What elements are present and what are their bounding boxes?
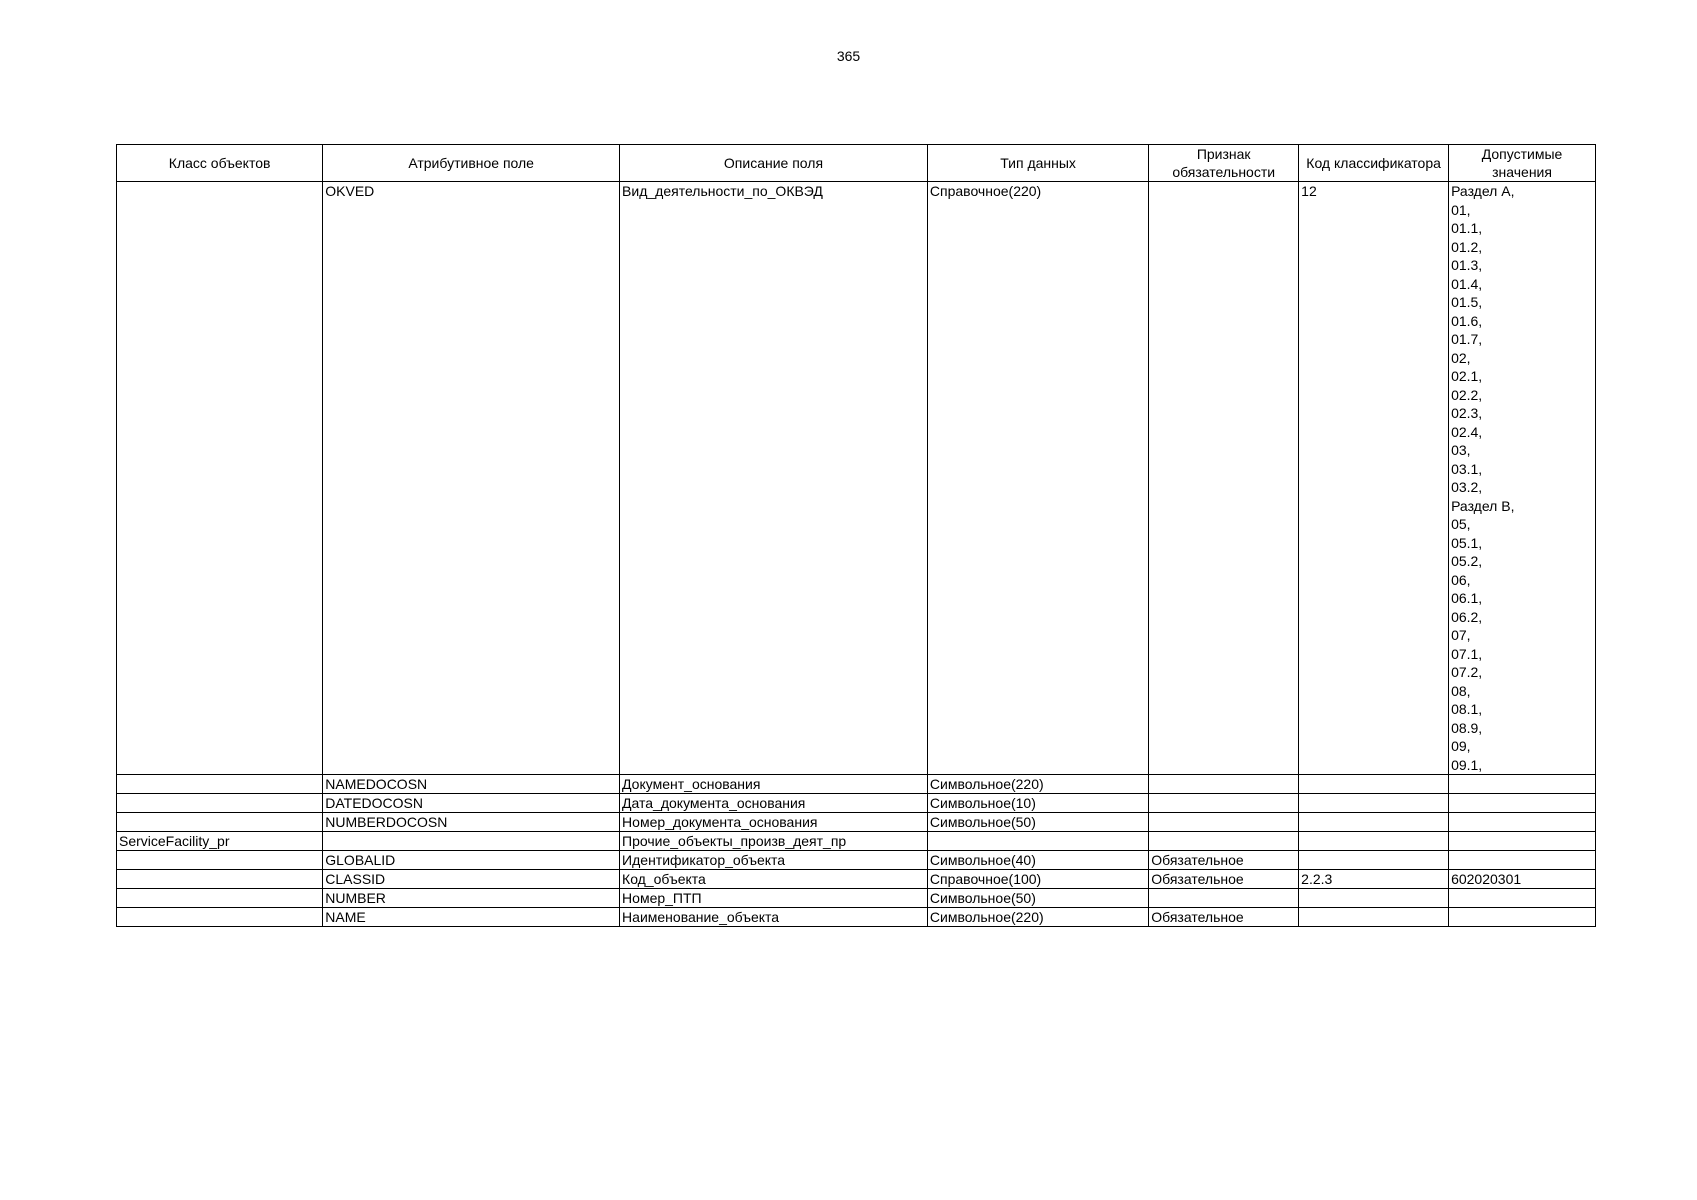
value-item: Раздел А, — [1451, 183, 1515, 199]
header-datatype: Тип данных — [927, 145, 1148, 182]
cell-class — [117, 889, 323, 908]
cell-attribute: OKVED — [323, 182, 620, 775]
cell-attribute: CLASSID — [323, 870, 620, 889]
cell-class — [117, 182, 323, 775]
value-item: 01, — [1451, 201, 1471, 218]
cell-classifier — [1299, 908, 1449, 927]
cell-classifier: 12 — [1299, 182, 1449, 775]
table-row — [117, 832, 1596, 851]
table-row — [117, 794, 1596, 813]
cell-description: Код_объекта — [620, 870, 928, 889]
cell-description: Вид_деятельности_по_ОКВЭД — [620, 182, 928, 775]
cell-attribute: NAMEDOCOSN — [323, 775, 620, 794]
cell-value — [1449, 775, 1596, 794]
cell-required — [1149, 889, 1299, 908]
table-row — [117, 889, 1596, 908]
value-item: 05, — [1451, 516, 1471, 532]
cell-attribute: NUMBERDOCOSN — [323, 813, 620, 832]
value-item: 01.6, — [1451, 312, 1483, 329]
cell-value — [1449, 794, 1596, 813]
cell-attribute: NUMBER — [323, 889, 620, 908]
header-class: Класс объектов — [117, 145, 323, 182]
value-item: 07.2, — [1451, 664, 1483, 680]
cell-datatype: Справочное(220) — [927, 182, 1148, 775]
value-item: 01.4, — [1451, 275, 1483, 292]
value-item: 05.2, — [1451, 553, 1483, 569]
cell-description: Прочие_объекты_произв_деят_пр — [620, 832, 928, 851]
value-item: 02.4, — [1451, 423, 1483, 440]
cell-description: Номер_ПТП — [620, 889, 928, 908]
cell-attribute: GLOBALID — [323, 851, 620, 870]
cell-datatype: Символьное(50) — [927, 889, 1148, 908]
cell-description: Идентификатор_объекта — [620, 851, 928, 870]
header-classifier: Код классификатора — [1299, 145, 1449, 182]
value-item: 09, — [1451, 738, 1471, 754]
cell-class: ServiceFacility_pr — [117, 832, 323, 851]
cell-classifier: 2.2.3 — [1299, 870, 1449, 889]
value-item: 01.5, — [1451, 294, 1483, 310]
value-item: 05.1, — [1451, 534, 1483, 551]
cell-class — [117, 794, 323, 813]
cell-class — [117, 908, 323, 927]
value-item: Раздел В, — [1451, 497, 1515, 514]
cell-required: Обязательное — [1149, 908, 1299, 927]
cell-value — [1449, 851, 1596, 870]
attribute-table — [116, 144, 1596, 927]
cell-required: Обязательное — [1149, 851, 1299, 870]
table-body — [117, 182, 1596, 927]
cell-datatype: Справочное(100) — [927, 870, 1148, 889]
table-row — [117, 182, 1596, 775]
table-header-row — [117, 145, 1596, 182]
value-item: 08.1, — [1451, 701, 1483, 717]
value-item: 09.1, — [1451, 756, 1483, 773]
cell-required — [1149, 182, 1299, 775]
cell-datatype: Символьное(50) — [927, 813, 1148, 832]
cell-classifier — [1299, 832, 1449, 851]
cell-value — [1449, 889, 1596, 908]
cell-classifier — [1299, 775, 1449, 794]
cell-classifier — [1299, 851, 1449, 870]
table-row — [117, 813, 1596, 832]
table-row — [117, 908, 1596, 927]
cell-description: Наименование_объекта — [620, 908, 928, 927]
value-item: 06, — [1451, 571, 1471, 588]
cell-classifier — [1299, 889, 1449, 908]
value-item: 02.3, — [1451, 405, 1483, 421]
cell-value: 602020301 — [1449, 870, 1596, 889]
cell-value — [1449, 813, 1596, 832]
cell-value — [1449, 832, 1596, 851]
value-item: 03.1, — [1451, 460, 1483, 477]
value-item: 02.2, — [1451, 386, 1483, 403]
table-row — [117, 870, 1596, 889]
cell-required — [1149, 794, 1299, 813]
cell-attribute: NAME — [323, 908, 620, 927]
value-item: 01.3, — [1451, 257, 1483, 273]
cell-datatype: Символьное(10) — [927, 794, 1148, 813]
value-item: 01.2, — [1451, 238, 1483, 255]
cell-datatype: Символьное(220) — [927, 908, 1148, 927]
cell-value — [1449, 908, 1596, 927]
cell-description: Номер_документа_основания — [620, 813, 928, 832]
value-item: 01.1, — [1451, 220, 1483, 236]
header-attribute: Атрибутивное поле — [323, 145, 620, 182]
cell-class — [117, 851, 323, 870]
cell-required — [1149, 832, 1299, 851]
value-item: 06.2, — [1451, 608, 1483, 625]
value-item: 03, — [1451, 442, 1471, 458]
cell-class — [117, 870, 323, 889]
value-item: 07.1, — [1451, 645, 1483, 662]
value-item: 02, — [1451, 349, 1471, 366]
cell-values-list — [1449, 182, 1596, 775]
header-description: Описание поля — [620, 145, 928, 182]
cell-description: Документ_основания — [620, 775, 928, 794]
cell-datatype: Символьное(220) — [927, 775, 1148, 794]
cell-attribute: DATEDOCOSN — [323, 794, 620, 813]
value-item: 08.9, — [1451, 719, 1483, 736]
value-item: 06.1, — [1451, 590, 1483, 606]
value-item: 03.2, — [1451, 479, 1483, 495]
table-row — [117, 851, 1596, 870]
header-required: Признак обязательности — [1149, 145, 1299, 182]
cell-required: Обязательное — [1149, 870, 1299, 889]
cell-class — [117, 813, 323, 832]
header-values: Допустимые значения — [1449, 145, 1596, 182]
value-item: 01.7, — [1451, 331, 1483, 347]
cell-classifier — [1299, 794, 1449, 813]
table-row — [117, 775, 1596, 794]
page-number: 365 — [836, 48, 861, 64]
cell-required — [1149, 775, 1299, 794]
cell-classifier — [1299, 813, 1449, 832]
cell-required — [1149, 813, 1299, 832]
cell-description: Дата_документа_основания — [620, 794, 928, 813]
value-item: 08, — [1451, 682, 1471, 699]
value-item: 02.1, — [1451, 368, 1483, 384]
cell-attribute — [323, 832, 620, 851]
cell-datatype: Символьное(40) — [927, 851, 1148, 870]
cell-datatype — [927, 832, 1148, 851]
cell-class — [117, 775, 323, 794]
value-item: 07, — [1451, 627, 1471, 643]
